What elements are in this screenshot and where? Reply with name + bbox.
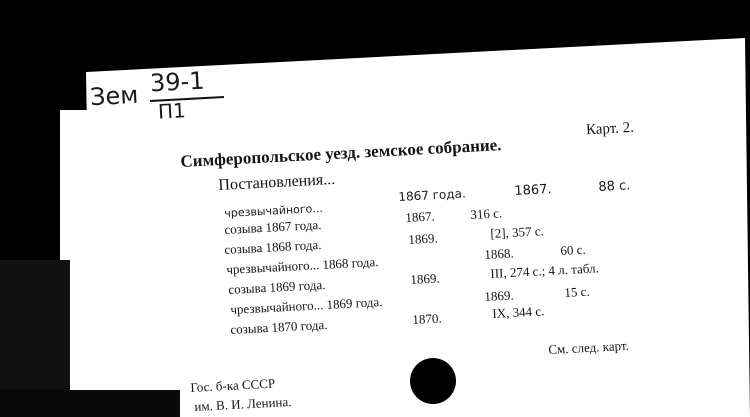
entry-3-title: чрезвычайного... 1868 года.: [226, 254, 379, 277]
entry-1-title: созыва 1867 года.: [224, 216, 322, 237]
entry-5-title: чрезвычайного... 1869 года.: [230, 294, 383, 317]
code-numerator: 39-1: [149, 66, 206, 98]
code-prefix: Зем: [89, 80, 139, 112]
handwritten-label: чрезвычайного...: [224, 201, 324, 220]
handwritten-year: 1867.: [514, 182, 552, 199]
handwritten-year-text: 1867 года.: [398, 186, 467, 204]
entry-6-year: 1870.: [412, 310, 442, 327]
entry-1-year: 1867.: [405, 208, 435, 225]
entry-5-year: 1869.: [484, 287, 514, 304]
entry-4-year: 1869.: [410, 270, 440, 287]
entry-4-title: созыва 1869 года.: [228, 276, 326, 297]
entry-5-pages: 15 с.: [564, 283, 591, 300]
entry-3-year: 1868.: [484, 245, 514, 262]
code-denominator: П1: [157, 98, 187, 124]
entry-3-pages: 60 с.: [560, 241, 587, 258]
card-title: Симферопольское уезд. земское собрание.: [180, 135, 502, 171]
card-punch-hole: [410, 358, 456, 404]
library-line-2: им. В. И. Ленина.: [194, 393, 292, 414]
entry-2-title: созыва 1868 года.: [224, 236, 322, 257]
entry-2-pages: [2], 357 с.: [490, 223, 545, 241]
see-next-card: См. след. карт.: [548, 337, 630, 357]
entry-1-pages: 316 с.: [470, 205, 503, 222]
entry-6-pages: IX, 344 с.: [492, 303, 545, 321]
card-subtitle: Постановления...: [218, 170, 336, 194]
handwritten-pages: 88 с.: [598, 178, 631, 195]
entry-6-title: созыва 1870 года.: [230, 316, 328, 337]
entry-2-year: 1869.: [408, 230, 438, 247]
card-number: Карт. 2.: [585, 119, 635, 139]
library-line-1: Гос. б-ка СССР: [190, 375, 276, 395]
entry-4-pages: III, 274 с.; 4 л. табл.: [490, 260, 600, 281]
